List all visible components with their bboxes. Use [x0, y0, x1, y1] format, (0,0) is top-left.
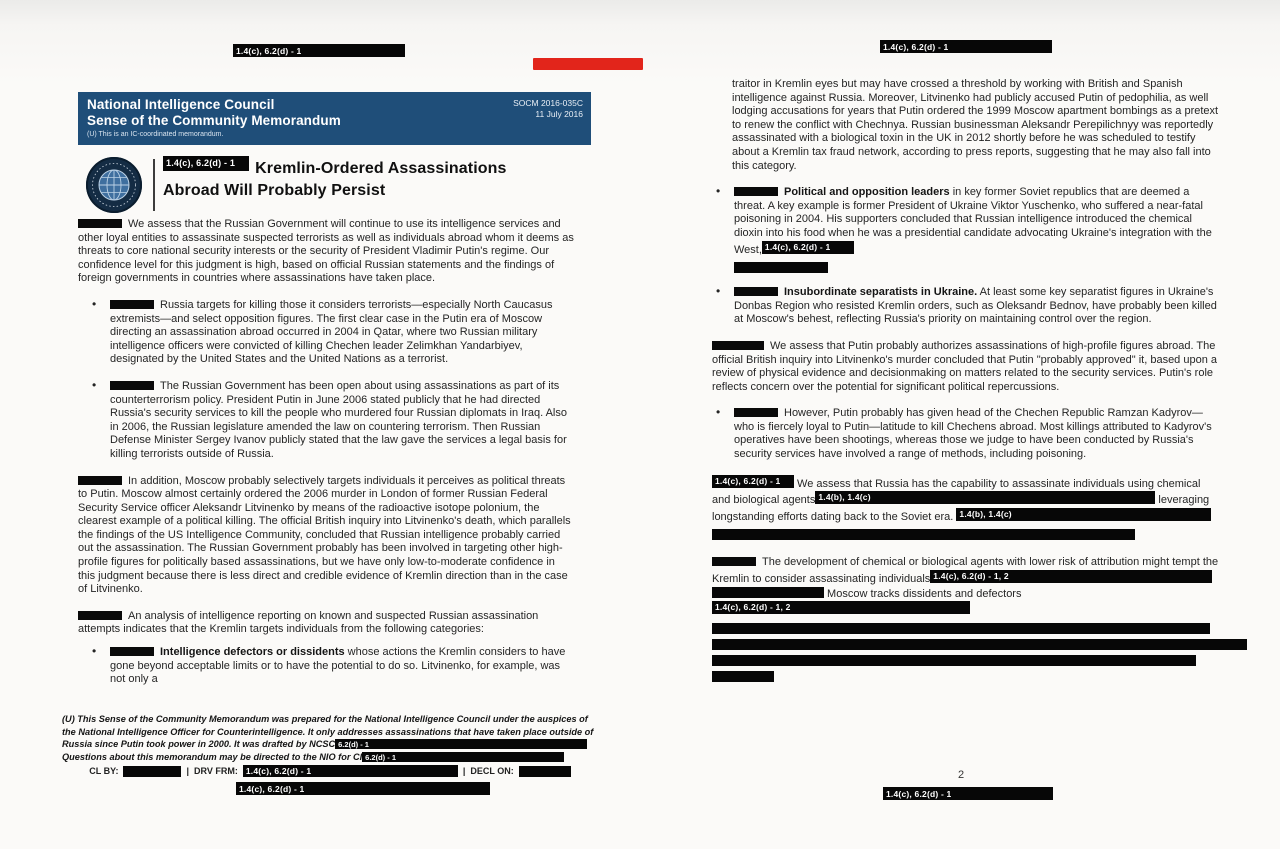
bullet-text: At least some key separatist figures in Ukraine's Donbas Region who resisted Kremlin orders, such as Oleksandr Bednov, have probably been killed at Moscow's behest, reflecting Russia's priority on maintaining control over the region. — [734, 286, 1217, 326]
redaction-bar: 1.4(c), 6.2(d) - 1 — [762, 241, 854, 254]
decl-on-label: DECL ON: — [470, 766, 514, 776]
bullet-text: Russia targets for killing those it considers terrorists—especially North Caucasus extremists—and select opposition figures. The first clear case in the Putin era of Moscow directing an assassination abroad occurred in 2004 in Qatar, where two Russian military intelligence officers were convicted of killing Chechen leader Zelimkhan Yandarbiyev, designated by the United States and the United Nations as a terrorist. — [110, 298, 553, 366]
nic-seal-icon — [85, 156, 143, 214]
redaction-bar: 6.2(d) - 1 — [362, 752, 564, 762]
footnote — [62, 713, 600, 763]
classification-marker — [712, 557, 756, 566]
memo-title — [163, 156, 603, 202]
title-divider — [153, 159, 155, 211]
redaction-bar: 1.4(b), 1.4(c) — [956, 508, 1211, 521]
paragraph-chem-bio — [712, 475, 1220, 541]
classification-marker — [734, 187, 778, 196]
separator: | — [462, 766, 466, 776]
bullet-item-open-policy — [78, 380, 575, 462]
classification-chip: 1.4(c), 6.2(d) - 1 — [712, 475, 794, 488]
paragraph-text: An analysis of intelligence reporting on known and suspected Russian assassination attempts indicates that the Kremlin targets individuals from the following categories: — [78, 609, 539, 636]
redaction-bar: 1.4(b), 1.4(c) — [815, 491, 1155, 504]
bullet-item-separatists — [712, 286, 1220, 327]
paragraph-text: We assess that Russia has the capability to assassinate individuals using chemical and biological agents — [712, 477, 1201, 507]
bullet-lead-bold: Intelligence defectors or dissidents — [160, 646, 345, 659]
redaction-bar — [712, 639, 1247, 650]
paragraph-lower-attribution — [712, 556, 1220, 681]
redaction-bar — [712, 587, 824, 598]
page2-body — [712, 78, 1220, 695]
paragraph-continuation — [732, 78, 1220, 173]
paragraph-categories — [78, 610, 575, 637]
bullet-item-kadyrov — [712, 407, 1220, 461]
paragraph-intro — [78, 218, 575, 286]
redaction-bar: 1.4(c), 6.2(d) - 1, 2 — [930, 570, 1212, 583]
page-number: 2 — [958, 769, 965, 781]
classification-marker — [712, 341, 764, 350]
drv-frm-label: DRV FRM: — [193, 766, 238, 776]
paragraph-putin-authorizes — [712, 340, 1220, 394]
classification-marker — [78, 219, 122, 228]
redaction-box — [123, 766, 181, 777]
bullet-text: whose actions the Kremlin considers to have gone beyond acceptable limits or to have the potential to do so. Litvinenko, for example, was not only a — [110, 646, 566, 686]
cl-by-label: CL BY: — [89, 766, 119, 776]
bullet-text: The Russian Government has been open about using assassinations as part of its counterterrorism policy. President Putin in June 2006 stated publicly that he had directed Russia's security services to kill the people who murdered four Russian diplomats in Iraq. Also in 2006, the Russian legislature amended the law on countering terrorism. Then Russian Defense Minister Sergey Ivanov publicly stated that the law gave the services a legal basis for killing terrorists outside of Russia. — [110, 379, 567, 460]
classification-marker — [110, 300, 154, 309]
classification-footer-line — [60, 765, 600, 777]
redaction-bar — [734, 262, 828, 273]
redaction-bar — [712, 623, 1210, 634]
paragraph-political-threats — [78, 475, 575, 597]
paragraph-text: We assess that Putin probably authorizes assassinations of high-profile figures abroad. The official British inquiry into Litvinenko's murder concluded that Putin "probably approved" it, based upon a review of physical evidence and decisionmaking on matters related to the security services. Putin's role reflects concern over the potential for significant political repercussions. — [712, 339, 1218, 393]
footnote-text: (U) This Sense of the Community Memorandum was prepared for the National Intelligence Council under the auspices of the National Intelligence Officer for Counterintelligence. It only addresses assassinations that have taken place outside of Russia since Putin took power in 2000. It was drafted by NCSC — [62, 714, 594, 750]
page1-body — [78, 218, 575, 687]
redaction-bar: 1.4(c), 6.2(d) - 1 — [243, 765, 458, 777]
banner-org-title: National Intelligence Council — [87, 97, 275, 112]
paragraph-text: Moscow tracks dissidents and defectors — [824, 587, 1022, 600]
page-2 — [650, 0, 1280, 849]
redaction-bar: 1.4(c), 6.2(d) - 1, 2 — [712, 601, 970, 614]
red-highlight-bar — [533, 58, 643, 70]
redaction-bar: 6.2(d) - 1 — [335, 739, 587, 749]
redaction-bar — [712, 655, 1196, 666]
classification-bar-bottom: 1.4(c), 6.2(d) - 1 — [883, 787, 1053, 800]
bullet-text: in key former Soviet republics that are deemed a threat. A key example is former President of Ukraine Viktor Yuschenko, who suffered a near-fatal poisoning in 2004. His supporters concluded that Russian intelligence introduced the chemical dioxin into his food when he was a presidential candidate advocating Ukraine's integration with the West, — [734, 186, 1212, 256]
classification-marker — [78, 611, 122, 620]
title-line1: Kremlin-Ordered Assassinations — [255, 160, 507, 177]
classification-bar-top: 1.4(c), 6.2(d) - 1 — [880, 40, 1052, 53]
redaction-box — [519, 766, 571, 777]
classification-bar-top: 1.4(c), 6.2(d) - 1 — [233, 44, 405, 57]
classification-marker — [78, 476, 122, 485]
bullet-lead-bold: Political and opposition leaders — [784, 186, 950, 199]
classification-marker — [110, 381, 154, 390]
paragraph-text: In addition, Moscow probably selectively targets individuals it perceives as political threats to Putin. Moscow almost certainly ordered the 2006 murder in London of former Russian Federal Security Service officer Aleksandr Litvinenko by means of the radioactive isotope polonium, the clearest example of a political killing. The official British inquiry into Litvinenko's death, which parallels the findings of the US Intelligence Community, concluded that Russian intelligence probably carried out the assassination. The Russian Government probably has been involved in targeting other high-profile figures for politically based assassinations, but we have only low-to-moderate confidence in this judgment because there is less direct and credible evidence of Kremlin direction than in the case of Litvinenko. — [78, 474, 571, 596]
banner-memo-type: Sense of the Community Memorandum — [87, 113, 341, 128]
paragraph-text: We assess that the Russian Government will continue to use its intelligence services and other loyal entities to assassinate suspected terrorists as well as individuals abroad whom it deems as threats to core national security interests or the security of President Vladimir Putin's regime. Our confidence level for this judgment is high, based on official Russian statements and the findings of foreign governments in countries where assassinations have taken place. — [78, 218, 574, 285]
bullet-text: However, Putin probably has given head of the Chechen Republic Ramzan Kadyrov—who is fiercely loyal to Putin—latitude to kill Chechens abroad. Most killings attributed to Kadyrov's operatives have been shootings, whereas those we judge to have been conducted by Russia's security services have involved a range of methods, including poisoning. — [734, 407, 1212, 461]
memo-header-banner — [78, 92, 591, 145]
bullet-item-terror-targets — [78, 299, 575, 367]
bullet-item-defectors — [78, 646, 575, 687]
separator: | — [186, 766, 189, 776]
title-classification-chip: 1.4(c), 6.2(d) - 1 — [163, 156, 249, 171]
paragraph-text: leveraging longstanding efforts dating back to the Soviet era. — [712, 494, 1210, 523]
paragraph-text: The development of chemical or biological agents with lower risk of attribution might tempt the Kremlin to consider assassinating individuals — [712, 556, 1219, 586]
classification-bar-bottom: 1.4(c), 6.2(d) - 1 — [236, 782, 490, 795]
doc-number: SOCM 2016-035C — [513, 98, 583, 108]
footnote-text: Questions about this memorandum may be directed to the NIO for CI — [62, 751, 363, 762]
classification-marker — [734, 287, 778, 296]
classification-marker — [734, 408, 778, 417]
doc-date: 11 July 2016 — [535, 109, 583, 119]
banner-doc-info — [513, 98, 583, 120]
redaction-bar — [712, 529, 1135, 540]
classification-marker — [110, 647, 154, 656]
title-line2: Abroad Will Probably Persist — [163, 182, 386, 199]
banner-note: (U) This is an IC-coordinated memorandum. — [87, 131, 224, 138]
redaction-bar — [712, 671, 774, 682]
bullet-item-political-leaders — [712, 186, 1220, 273]
bullet-lead-bold: Insubordinate separatists in Ukraine. — [784, 286, 978, 299]
paragraph-text: traitor in Kremlin eyes but may have crossed a threshold by working with British and Spanish intelligence against Russia. Moreover, Litvinenko had publicly accused Putin of pedophilia, as well lodging accusations for years that Putin ordered the 1999 Moscow apartment bombings as a pretext to renew the conflict with Chechnya. Russian businessman Aleksandr Perepilichnyy was reportedly assassinated with a biological toxin in the UK in 2012 shortly before he was scheduled to testify about a Kremlin tax fraud network, according to press reports, suggesting that he may also fall into this category. — [732, 78, 1219, 172]
